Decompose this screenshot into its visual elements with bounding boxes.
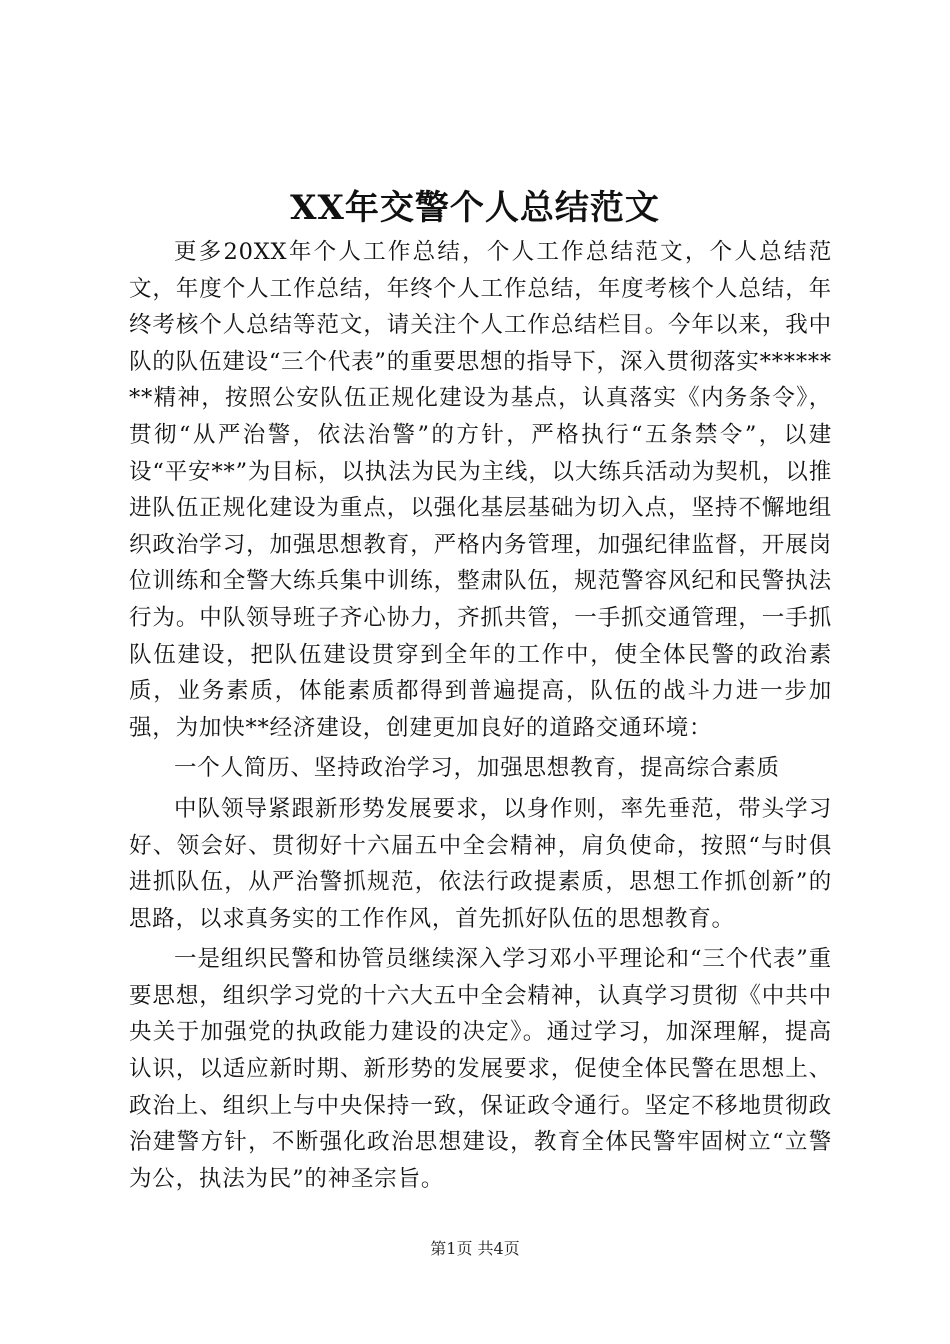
page-footer: 第1页 共4页 [430,1239,520,1258]
document-title: XX年交警个人总结范文 [290,188,660,228]
paragraph-leadership: 中队领导紧跟新形势发展要求，以身作则，率先垂范，带头学习好、领会好、贯彻好十六届五中全会精神，肩负使命，按照“与时俱进抓队伍，从严治警抓规范，依法行政提素质，思想工作抓创新”的思路，以求真务实的工作作风，首先抓好队伍的思想教育。 [129,795,832,932]
document-body [129,234,832,1197]
paragraph-section-heading: 一个人简历、坚持政治学习，加强思想教育，提高综合素质 [174,755,780,782]
paragraph-intro: 更多20XX年个人工作总结，个人工作总结范文，个人总结范文，年度个人工作总结，年终个人工作总结，年度考核个人总结，年终考核个人总结等范文，请关注个人工作总结栏目。今年以来，我中队的队伍建设“三个代表”的重要思想的指导下，深入贯彻落实********精神，按照公安队伍正规化建设为基点，认真落实《内务条令》，贯彻“从严治警，依法治警”的方针，严格执行“五条禁令”，以建设“平安**”为目标，以执法为民为主线，以大练兵活动为契机，以推进队伍正规化建设为重点，以强化基层基础为切入点，坚持不懈地组织政治学习，加强思想教育，严格内务管理，加强纪律监督，开展岗位训练和全警大练兵集中训练，整肃队伍，规范警容风纪和民警执法行为。中队领导班子齐心协力，齐抓共管，一手抓交通管理，一手抓队伍建设，把队伍建设贯穿到全年的工作中，使全体民警的政治素质，业务素质，体能素质都得到普遍提高，队伍的战斗力进一步加强，为加快**经济建设，创建更加良好的道路交通环境： [129,239,832,741]
paragraph-point-one: 一是组织民警和协管员继续深入学习邓小平理论和“三个代表”重要思想，组织学习党的十六大五中全会精神，认真学习贯彻《中共中央关于加强党的执政能力建设的决定》。通过学习，加深理解，提高认识，以适应新时期、新形势的发展要求，促使全体民警在思想上、政治上、组织上与中央保持一致，保证政令通行。坚定不移地贯彻政治建警方针，不断强化政治思想建设，教育全体民警牢固树立“立警为公，执法为民”的神圣宗旨。 [129,946,832,1192]
